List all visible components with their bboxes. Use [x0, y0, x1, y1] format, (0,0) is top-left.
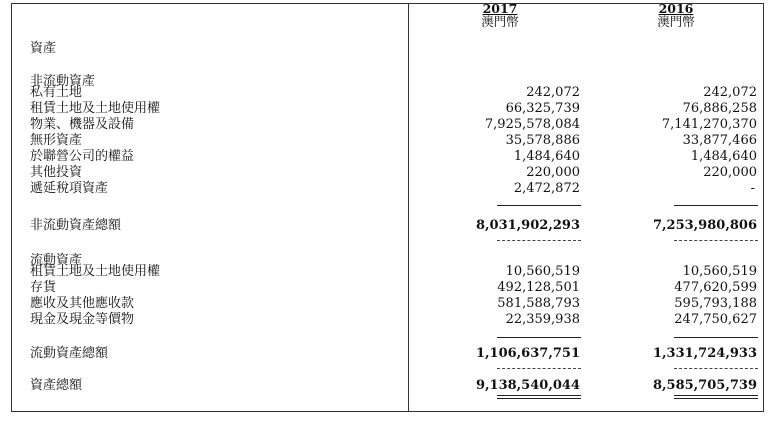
- row-label: 現金及現金等價物: [30, 312, 135, 327]
- table-row: [0, 312, 776, 327]
- value-2016: 7,141,270,370: [661, 117, 757, 132]
- row-label: 私有土地: [30, 85, 83, 100]
- total-value-2016: 7,253,980,806: [652, 218, 757, 233]
- value-2016: 76,886,258: [682, 101, 757, 116]
- row-label: 物業、機器及設備: [30, 117, 135, 132]
- table-row: [0, 133, 776, 148]
- table-row: [0, 264, 776, 279]
- row-label: 其他投資: [30, 165, 83, 180]
- subtotal-rule-2017: [497, 205, 581, 206]
- grand-total-value-2017: 9,138,540,044: [475, 378, 580, 393]
- value-2017: 1,484,640: [513, 149, 580, 164]
- grand-total-double-rule-2017: [497, 395, 581, 399]
- value-2016: 595,793,188: [674, 296, 757, 311]
- row-label: 應收及其他應收款: [30, 296, 135, 311]
- current-heading: 流動資產: [30, 253, 83, 268]
- value-2016: 33,877,466: [682, 133, 757, 148]
- value-2017: 220,000: [526, 165, 580, 180]
- grand-total-double-rule-2016: [674, 395, 758, 399]
- total-row-current: [0, 346, 776, 361]
- value-2016: 242,072: [703, 85, 757, 100]
- value-2017: 492,128,501: [497, 280, 580, 295]
- header-2017: [445, 2, 555, 28]
- total-underline-2016: [674, 240, 758, 241]
- total-value-2017: 1,106,637,751: [475, 346, 580, 361]
- value-2016: 247,750,627: [674, 312, 757, 327]
- total-value-2016: 1,331,724,933: [652, 346, 757, 361]
- grand-total-label: 資產總額: [30, 378, 83, 393]
- table-row: [0, 117, 776, 132]
- table-row: [0, 149, 776, 164]
- table-row: [0, 181, 776, 196]
- table-row: [0, 165, 776, 180]
- value-2017: 242,072: [526, 85, 580, 100]
- value-2016: 477,620,599: [674, 280, 757, 295]
- value-2017: 581,588,793: [497, 296, 580, 311]
- header-2016: [621, 2, 731, 28]
- row-label: 無形資產: [30, 133, 83, 148]
- section-title-assets: 資產: [30, 41, 57, 56]
- row-label: 於聯營公司的權益: [30, 149, 135, 164]
- value-2017: 2,472,872: [513, 181, 580, 196]
- value-2016: -: [750, 181, 755, 196]
- total-underline-2016: [674, 368, 758, 369]
- grand-total-value-2016: 8,585,705,739: [652, 378, 757, 393]
- grand-total-row: [0, 378, 776, 393]
- subtotal-rule-2016: [674, 205, 758, 206]
- table-row: [0, 296, 776, 311]
- value-2016: 10,560,519: [682, 264, 757, 279]
- table-row: [0, 280, 776, 295]
- subtotal-rule-2016: [674, 337, 758, 338]
- value-2017: 35,578,886: [505, 133, 580, 148]
- total-underline-2017: [497, 240, 581, 241]
- value-2016: 220,000: [703, 165, 757, 180]
- subtotal-rule-2017: [497, 337, 581, 338]
- value-2017: 7,925,578,084: [484, 117, 580, 132]
- year-2016-label: 2016: [658, 1, 694, 16]
- row-label: 存貨: [30, 280, 57, 295]
- value-2017: 10,560,519: [505, 264, 580, 279]
- year-2017-label: 2017: [482, 1, 518, 16]
- value-2017: 22,359,938: [505, 312, 580, 327]
- total-label: 流動資產總額: [30, 346, 109, 361]
- total-underline-2017: [497, 368, 581, 369]
- table-row: [0, 101, 776, 116]
- total-label: 非流動資產總額: [30, 218, 122, 233]
- value-2016: 1,484,640: [690, 149, 757, 164]
- table-row: [0, 85, 776, 100]
- non-current-heading: 非流動資產: [30, 74, 96, 89]
- total-row-non-current: [0, 218, 776, 233]
- row-label: 遞延稅項資產: [30, 181, 109, 196]
- value-2017: 66,325,739: [505, 101, 580, 116]
- row-label: 租賃土地及土地使用權: [30, 264, 161, 279]
- row-label: 租賃土地及土地使用權: [30, 101, 161, 116]
- total-value-2017: 8,031,902,293: [475, 218, 580, 233]
- currency-2017-label: 澳門幣: [481, 14, 519, 29]
- currency-2016-label: 澳門幣: [657, 14, 695, 29]
